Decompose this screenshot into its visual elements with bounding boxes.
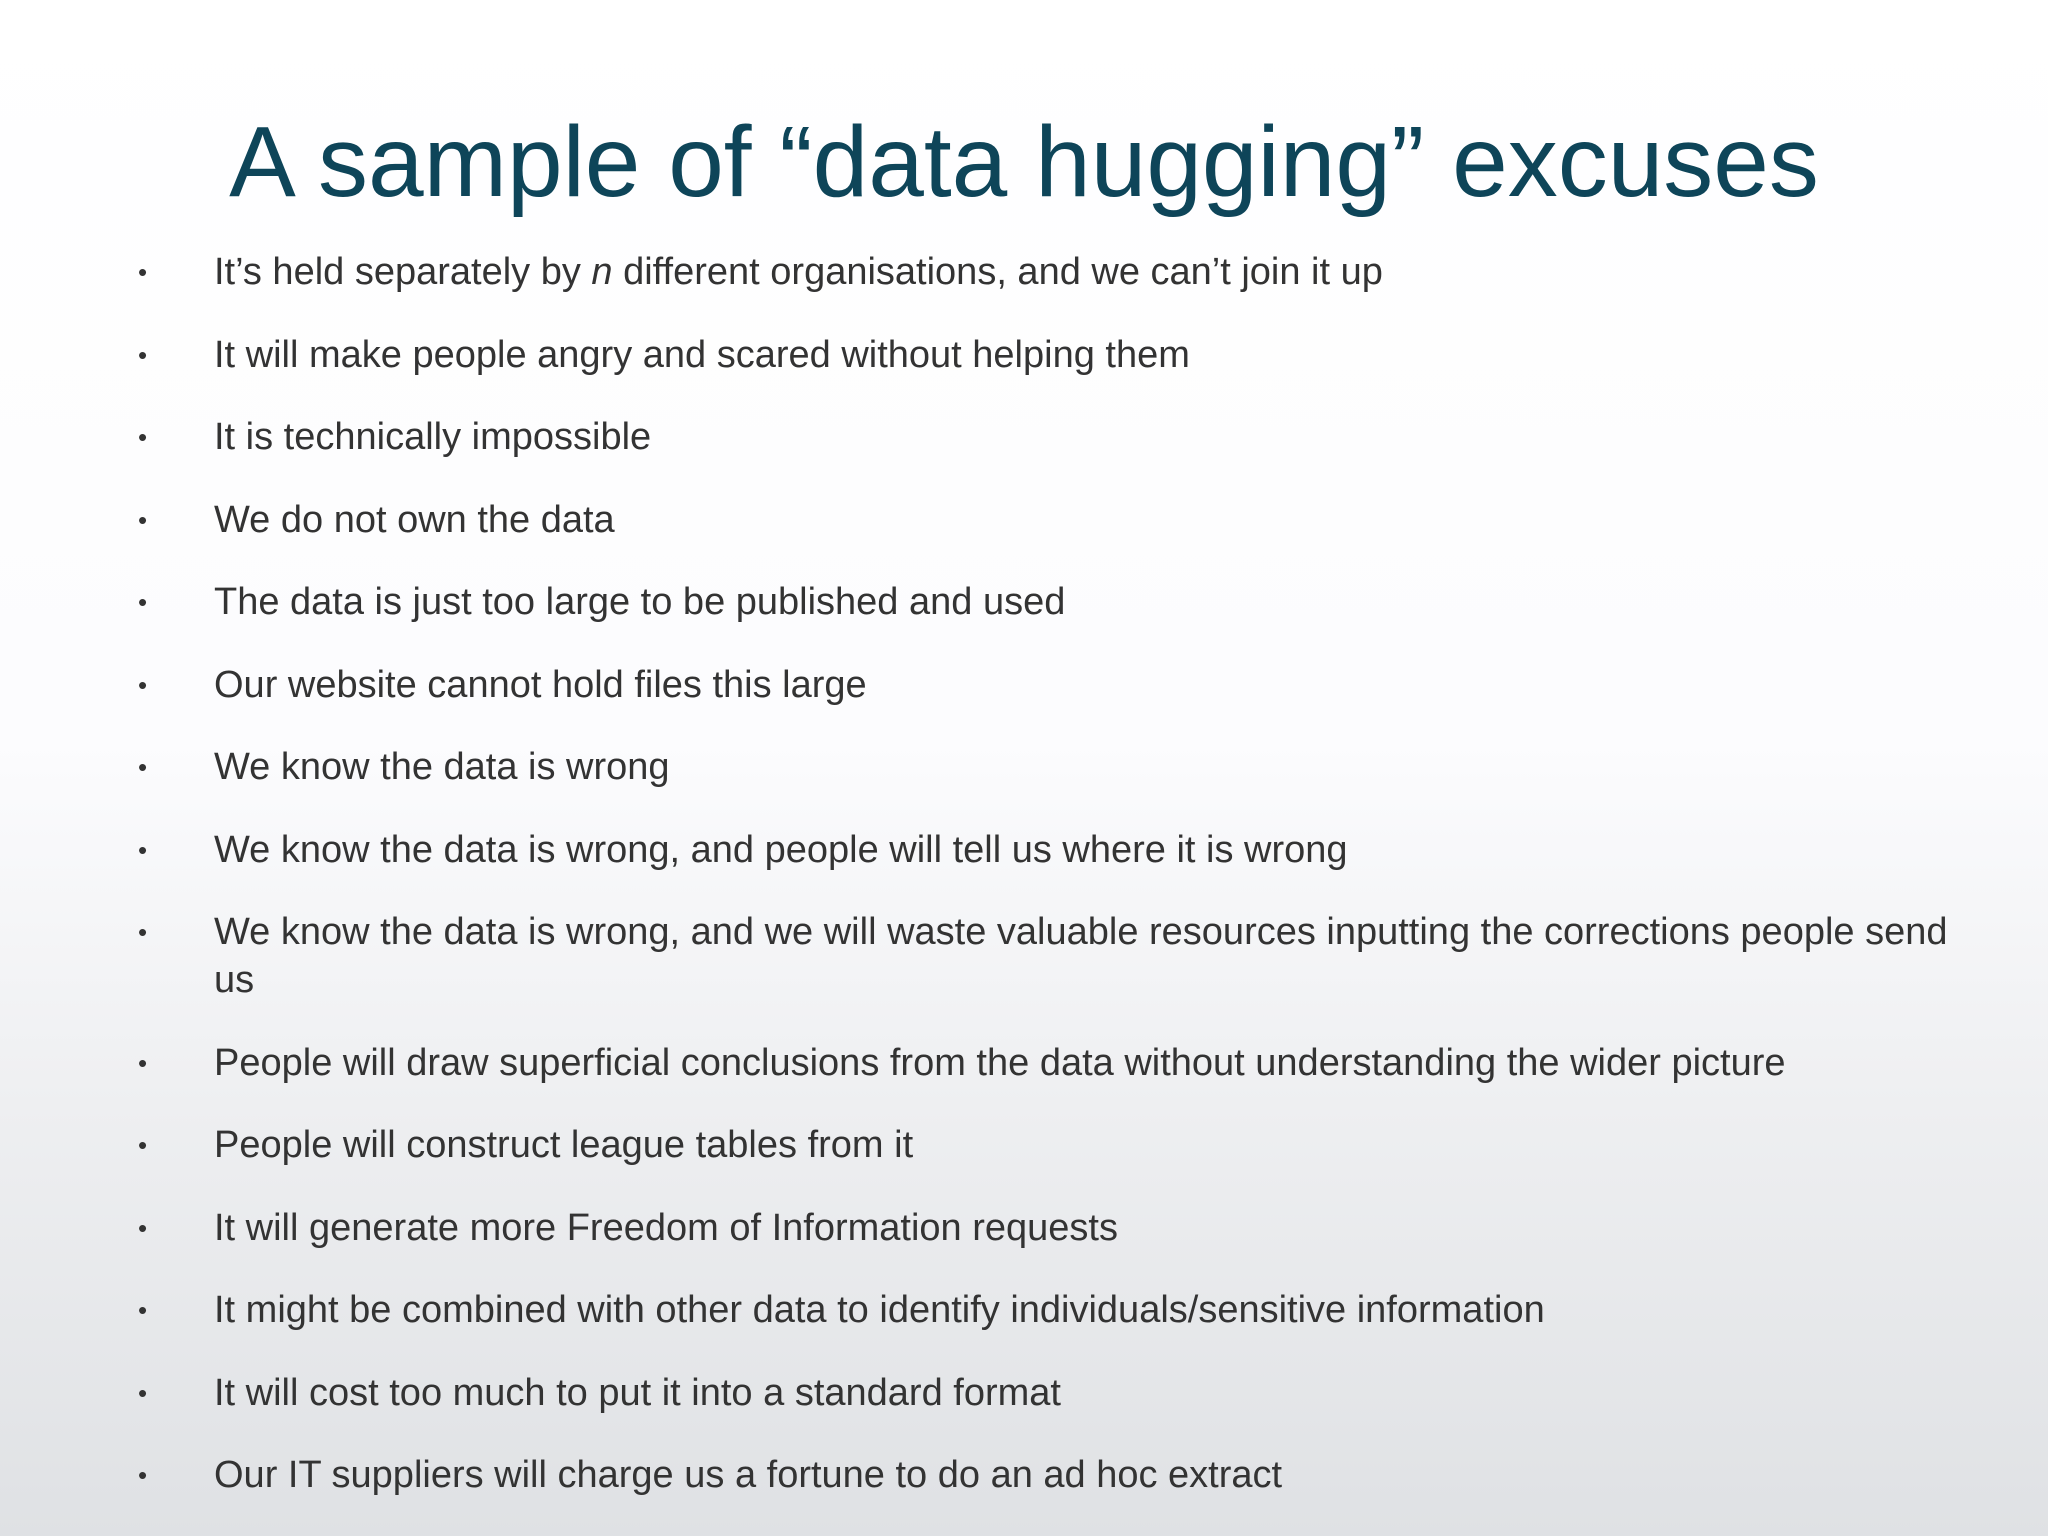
bullet-icon: • [138, 257, 148, 287]
list-item [0, 1039, 2048, 1087]
list-item-text: Our IT suppliers will charge us a fortune to do an ad hoc extract [214, 1454, 1283, 1496]
list-item [0, 496, 2048, 544]
list-item-text: It will generate more Freedom of Information requests [214, 1206, 1118, 1249]
list-item [0, 908, 2048, 1004]
slide-title: A sample of “data hugging” excuses [229, 106, 1819, 218]
list-item [0, 743, 2048, 791]
bullet-icon: • [138, 917, 148, 947]
list-item [0, 578, 2048, 626]
list-item-text: People will draw superficial conclusions from the data without understanding the wider picture [214, 1041, 1786, 1084]
list-item-text: It will cost too much to put it into a standard format [214, 1371, 1061, 1414]
list-item-text: We do not own the data [214, 498, 615, 541]
list-item [0, 331, 2048, 379]
bullet-icon: • [138, 669, 148, 700]
list-item-text-start: It’s held separately by [214, 251, 592, 293]
bullet-icon: • [138, 1295, 148, 1325]
list-item-text: People will construct league tables from it [214, 1124, 914, 1166]
bullet-icon: • [138, 834, 148, 865]
list-item [0, 413, 2048, 461]
list-item [0, 1204, 2048, 1252]
list-item [0, 1451, 2048, 1499]
list-item-text: Our website cannot hold files this large [214, 663, 867, 706]
bullet-icon: • [138, 1047, 148, 1078]
bullet-icon: • [138, 1212, 148, 1243]
list-item-text: We know the data is wrong, and we will waste valuable resources inputting the corrections people send us [214, 911, 1948, 1001]
list-item-text: We know the data is wrong, and people will tell us where it is wrong [214, 828, 1348, 871]
list-item-emphasis: n [591, 251, 613, 293]
bullet-icon: • [138, 504, 148, 535]
list-item [0, 1369, 2048, 1417]
bullet-icon: • [138, 1130, 148, 1160]
bullet-icon: • [138, 1460, 148, 1490]
bullet-icon: • [138, 752, 148, 782]
list-item [0, 1286, 2048, 1334]
list-item [0, 826, 2048, 874]
bullet-icon: • [138, 422, 148, 452]
excuse-list [0, 248, 2048, 1499]
list-item-text: It will make people angry and scared without helping them [214, 333, 1190, 376]
bullet-icon: • [138, 339, 148, 370]
list-item-text: It might be combined with other data to identify individuals/sensitive information [214, 1289, 1545, 1331]
bullet-icon: • [138, 587, 148, 617]
list-item [0, 1121, 2048, 1169]
list-item-text: The data is just too large to be published and used [214, 581, 1066, 623]
list-item [0, 248, 2048, 296]
list-item-text: We know the data is wrong [214, 746, 670, 788]
list-item [0, 661, 2048, 709]
list-item-text: It is technically impossible [214, 416, 652, 458]
bullet-icon: • [138, 1377, 148, 1408]
list-item-text-end: different organisations, and we can’t join it up [612, 251, 1383, 293]
